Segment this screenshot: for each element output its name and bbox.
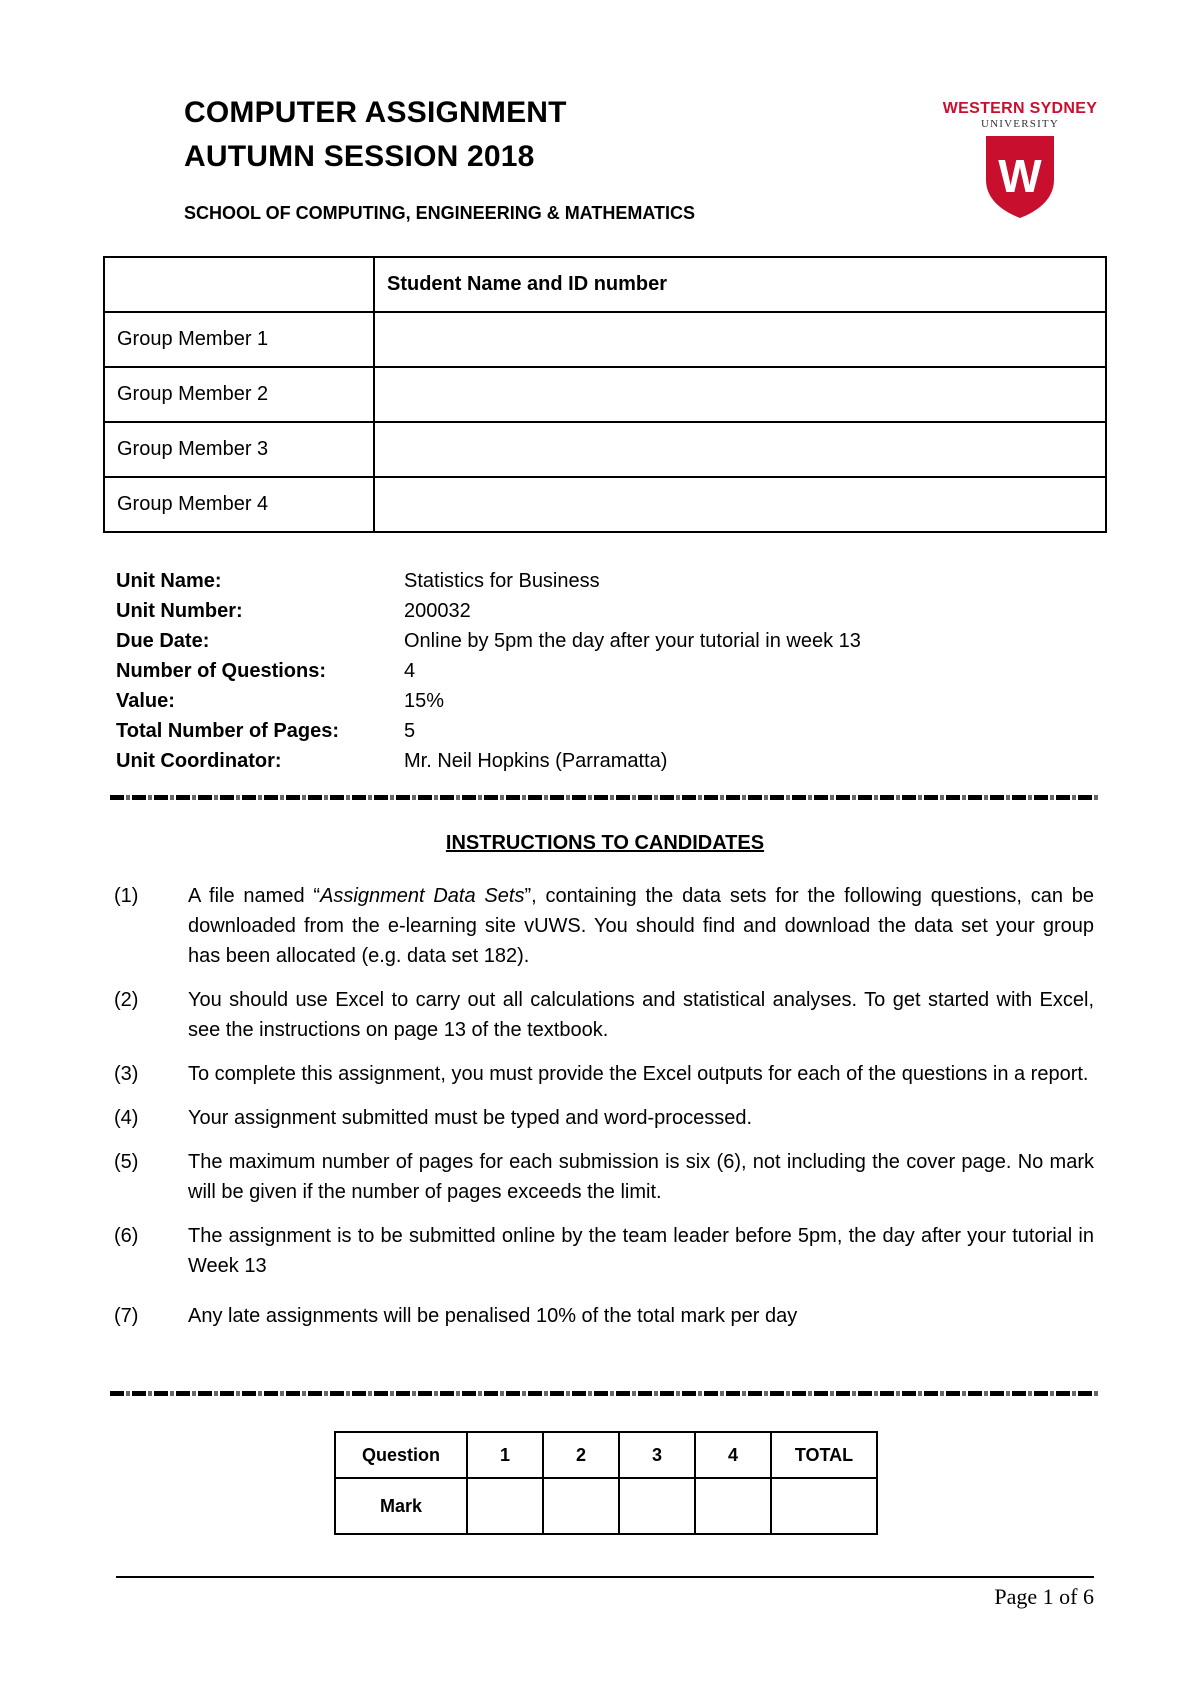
mark-total-cell[interactable] [771, 1478, 877, 1534]
list-item [114, 1103, 1094, 1133]
marks-row-label: Mark [335, 1478, 467, 1534]
member-label: Group Member 1 [104, 312, 374, 367]
item-text: You should use Excel to carry out all calculations and statistical analyses. To get started with Excel, see the instructions on page 13 of the textbook. [188, 989, 1094, 1041]
info-value: Statistics for Business [404, 570, 600, 592]
group-members-table [103, 256, 1107, 533]
info-label: Number of Questions: [116, 660, 327, 682]
info-row [116, 656, 861, 686]
list-item [114, 1147, 1094, 1207]
info-row [116, 746, 861, 776]
info-row [116, 686, 861, 716]
section-divider [110, 795, 1100, 800]
info-row [116, 596, 861, 626]
item-text-emphasis: Assignment Data Sets [320, 885, 525, 907]
list-item [114, 1059, 1094, 1089]
info-label: Value: [116, 690, 175, 712]
info-value: 5 [404, 720, 416, 742]
list-item [114, 881, 1094, 971]
info-row [116, 626, 861, 656]
list-item [114, 1301, 1094, 1331]
item-text-part: A file named “ [188, 885, 321, 907]
table-row [104, 367, 1106, 422]
members-header-id: Student Name and ID number [374, 257, 1106, 312]
marks-header-cell: 3 [619, 1432, 695, 1478]
university-logo [940, 100, 1100, 220]
member-label: Group Member 4 [104, 477, 374, 532]
mark-cell[interactable] [695, 1478, 771, 1534]
marks-header-cell: Question [335, 1432, 467, 1478]
item-text: Any late assignments will be penalised 10% of the total mark per day [188, 1305, 798, 1327]
item-number: (7) [114, 1305, 139, 1327]
member-id-field[interactable] [374, 477, 1106, 532]
members-header-empty [104, 257, 374, 312]
member-label: Group Member 3 [104, 422, 374, 477]
item-text: The maximum number of pages for each submission is six (6), not including the cover page. No mark will be given if the number of pages exceeds the limit. [188, 1151, 1094, 1203]
document-title-line2: AUTUMN SESSION 2018 [184, 140, 535, 173]
item-number: (6) [114, 1225, 139, 1247]
member-id-field[interactable] [374, 422, 1106, 477]
marks-header-row [335, 1432, 877, 1478]
marks-header-cell: 4 [695, 1432, 771, 1478]
info-value: 15% [404, 690, 445, 712]
info-row [116, 566, 861, 596]
item-number: (1) [114, 885, 139, 907]
shield-icon [984, 134, 1056, 220]
item-number: (2) [114, 989, 139, 1011]
instructions-list [114, 881, 1094, 1345]
marks-row [335, 1478, 877, 1534]
item-text: To complete this assignment, you must provide the Excel outputs for each of the questions in a report. [188, 1063, 1089, 1085]
mark-cell[interactable] [467, 1478, 543, 1534]
info-row [116, 716, 861, 746]
info-label: Unit Coordinator: [116, 750, 282, 772]
marks-header-cell: 1 [467, 1432, 543, 1478]
unit-info [116, 566, 861, 776]
document-title-line1: COMPUTER ASSIGNMENT [184, 96, 567, 129]
member-id-field[interactable] [374, 312, 1106, 367]
item-text [188, 881, 1094, 971]
info-label: Unit Number: [116, 600, 243, 622]
marks-header-cell: TOTAL [771, 1432, 877, 1478]
info-label: Total Number of Pages: [116, 720, 339, 742]
section-divider [110, 1391, 1100, 1396]
member-id-field[interactable] [374, 367, 1106, 422]
info-label: Due Date: [116, 630, 210, 652]
instructions-title: INSTRUCTIONS TO CANDIDATES [445, 832, 765, 854]
item-number: (5) [114, 1151, 139, 1173]
page-number: Page 1 of 6 [994, 1584, 1094, 1609]
table-row [104, 422, 1106, 477]
item-number: (3) [114, 1063, 139, 1085]
info-value: 4 [404, 660, 416, 682]
footer-rule [116, 1576, 1094, 1578]
info-value: 200032 [404, 600, 471, 622]
item-number: (4) [114, 1107, 139, 1129]
list-item [114, 985, 1094, 1045]
info-value: Online by 5pm the day after your tutorial in week 13 [404, 630, 861, 652]
members-header-row [104, 257, 1106, 312]
marks-table [334, 1431, 878, 1535]
table-row [104, 477, 1106, 532]
logo-subtitle: UNIVERSITY [981, 118, 1059, 130]
marks-header-cell: 2 [543, 1432, 619, 1478]
mark-cell[interactable] [619, 1478, 695, 1534]
mark-cell[interactable] [543, 1478, 619, 1534]
member-label: Group Member 2 [104, 367, 374, 422]
info-value: Mr. Neil Hopkins (Parramatta) [404, 750, 668, 772]
item-text: The assignment is to be submitted online by the team leader before 5pm, the day after your tutorial in Week 13 [188, 1225, 1094, 1277]
school-name: SCHOOL OF COMPUTING, ENGINEERING & MATHEMATICS [184, 203, 696, 223]
list-item [114, 1221, 1094, 1281]
item-text: Your assignment submitted must be typed and word-processed. [188, 1107, 753, 1129]
logo-letter: W [998, 150, 1042, 202]
item-text-part: ”, containing the data sets for the following questions, can be downloaded from the e-learning site vUWS. You should find and download the data set your group has been allocated (e.g. data set 182). [188, 885, 1094, 967]
table-row [104, 312, 1106, 367]
info-label: Unit Name: [116, 570, 222, 592]
logo-name: WESTERN SYDNEY [942, 100, 1098, 117]
